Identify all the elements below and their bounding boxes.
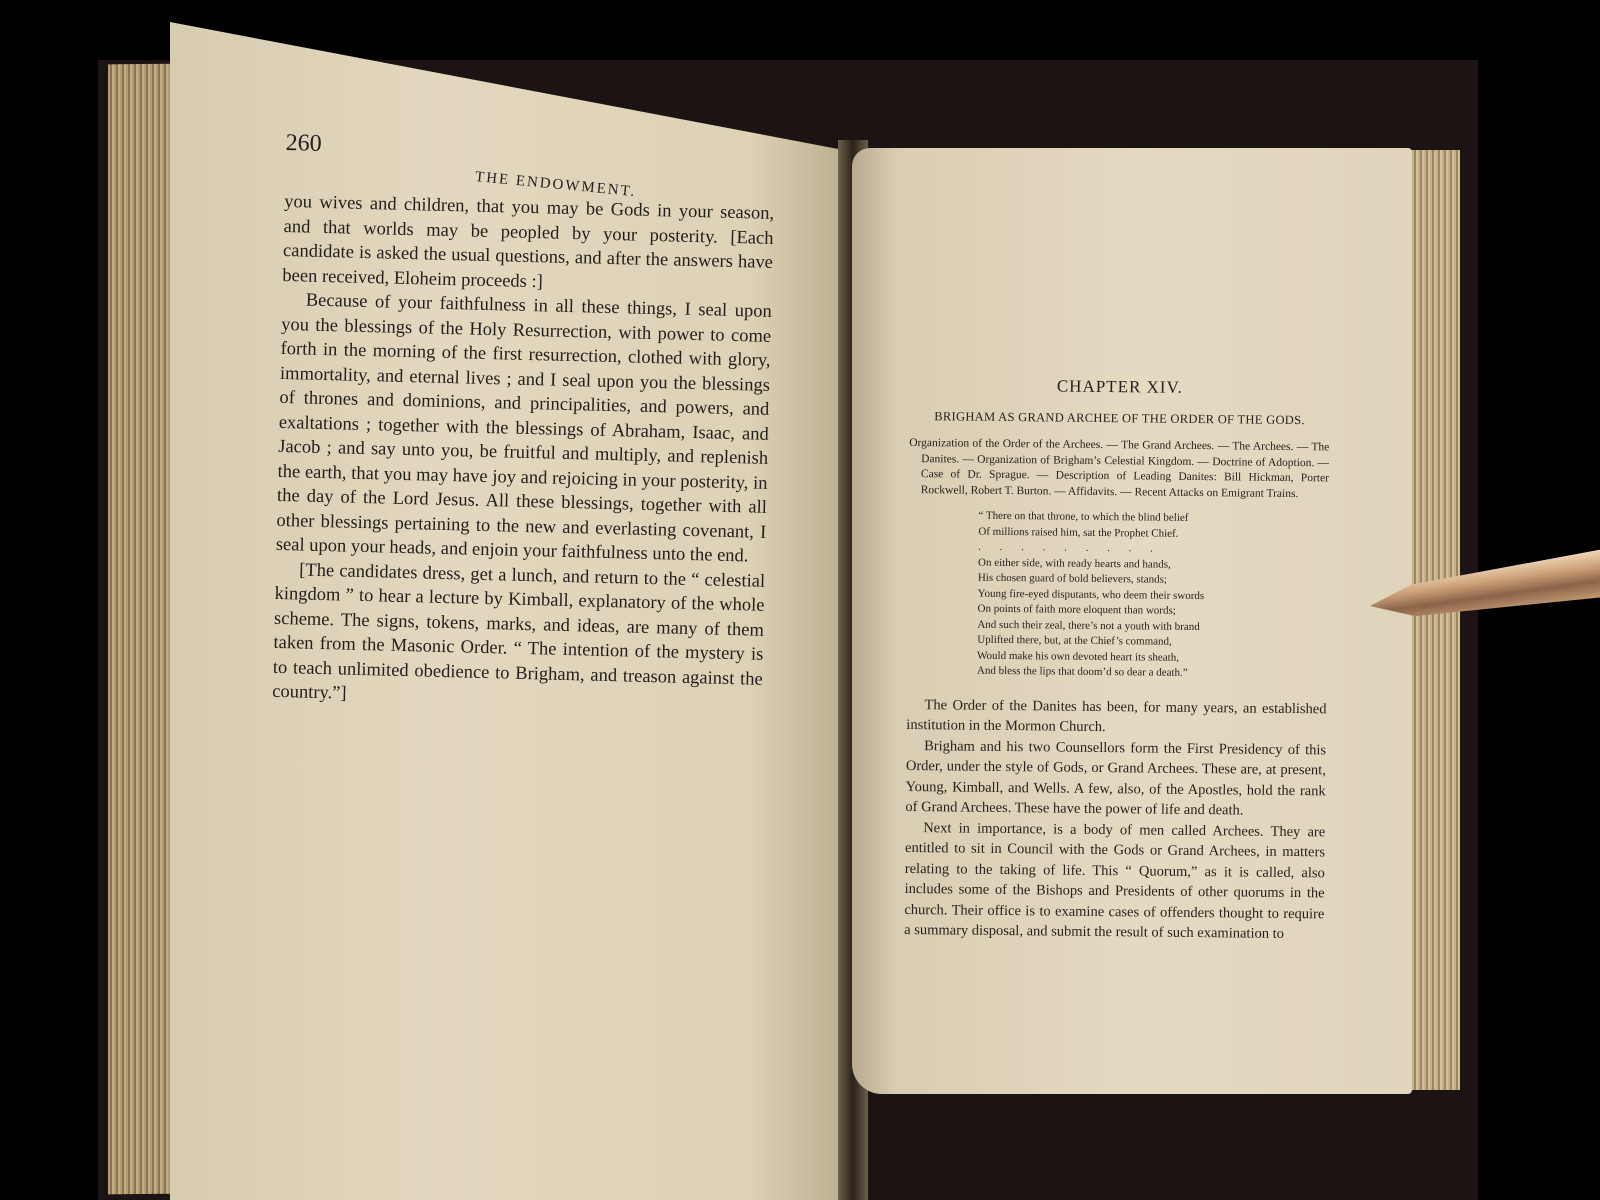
chapter-synopsis: Organization of the Order of the Archees. — The Grand Archees. — The Archees. — The Danites. — Organization of Brigham’s Celestial Kingdom. — Doctrine of Adoption. — Case of Dr. Sprague. — Description of Leading Danites: Bill Hickman, Porter Rockwell, Robert T. Burton. — Affidavits. — Recent Attacks on Emigrant Trains. [909, 436, 1330, 500]
right-paragraph: The Order of the Danites has been, for many years, an established institution in the Mormon Church. [906, 696, 1327, 736]
right-page-body [904, 694, 1327, 944]
poem-line: “ There on that throne, to which the blind belief [978, 509, 1189, 524]
poem-line: On points of faith more eloquent than words; [977, 602, 1176, 617]
poem-line: And such their zeal, there’s not a youth with brand [977, 618, 1200, 633]
poem-line: Young fire-eyed disputants, who deem their swords [977, 587, 1205, 602]
poem-line: Would make his own devoted heart its sheath, [977, 649, 1180, 664]
chapter-subtitle: BRIGHAM AS GRAND ARCHEE OF THE ORDER OF THE GODS. [934, 409, 1305, 428]
right-paragraph: Brigham and his two Counsellors form the First Presidency of this Order, under the style of Gods, or Grand Archees. These are, at present, Young, Kimball, and Wells. A few, also, of the Apostles, hold the rank of Grand Archees. These have the power of life and death. [905, 737, 1327, 819]
left-page-body [272, 190, 774, 716]
poem-ellipsis: . . . . . . . . . [978, 540, 1162, 555]
right-page-text [904, 375, 1330, 945]
right-paragraph: Next in importance, is a body of men called Archees. They are entitled to sit in Council with the Gods or Grand Archees, in matters relating to the taking of life. This “ Quorum,” as it is called, also includes some of the Bishops and Presidents of other quorums in the church. Their office is to examine cases of offenders thought to require a summary disposal, and submit the result of such examination to [904, 819, 1326, 942]
page-number: 260 [285, 130, 322, 157]
poem-line: His chosen guard of bold believers, stands; [977, 571, 1168, 586]
left-paragraph: Because of your faithfulness in all these things, I seal upon you the blessings of the Holy Resurrection, with power to come forth in the morning of the first resurrection, clothed with glory, immortality, and eternal lives ; and I seal upon you the blessings of thrones and dominions, and principalities, and powers, and exaltations ; together with the blessings of Abraham, Isaac, and Jacob ; and say unto you, be fruitful and multiply, and replenish the earth, that you may have joy and rejoicing in your posterity, in the day of the Lord Jesus. All these blessings, together with all other blessings pertaining to the new and everlasting covenant, I seal upon your heads, and enjoin your faithfulness unto the end. [275, 290, 772, 567]
chapter-title: CHAPTER XIV. [1056, 376, 1183, 397]
left-paragraph: you wives and children, that you may be Gods in your season, and that worlds may be peopled by your posterity. [Each candidate is asked the usual questions, and after the answers have been received, Eloheim proceeds :] [282, 191, 775, 292]
poem-line: Of millions raised him, sat the Prophet Chief. [978, 525, 1179, 540]
running-head: THE ENDOWMENT. [474, 169, 638, 201]
poem-line: On either side, with ready hearts and hands, [977, 556, 1171, 571]
left-paragraph: [The candidates dress, get a lunch, and return to the “ celestial kingdom ” to hear a lecture by Kimball, explanatory of the whole scheme. The signs, tokens, marks, and ideas, are many of them taken from the Masonic Order. “ The intention of the mystery is to teach unlimited obedience to Brigham, and treason against the country.”] [272, 559, 766, 704]
poem-line: Uplifted there, but, at the Chief’s command, [977, 633, 1172, 648]
poem-line: And bless the lips that doom’d so dear a death.” [976, 664, 1188, 679]
epigraph-poem [977, 509, 1329, 683]
